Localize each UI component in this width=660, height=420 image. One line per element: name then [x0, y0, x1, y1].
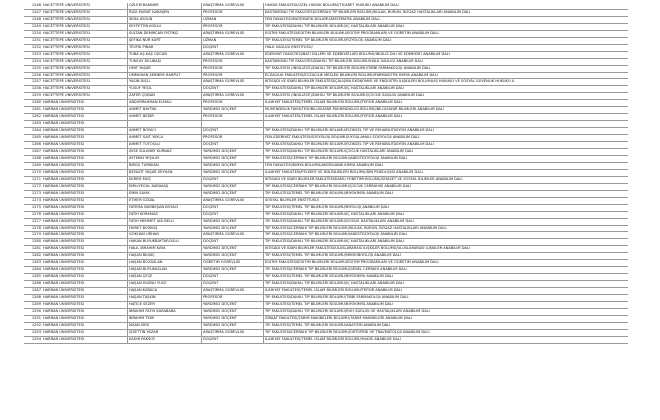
university-cell: HARRAN ÜNİVERSİTESİ — [42, 239, 128, 246]
unit-cell: İLAHİYAT FAKÜLTESİ/TEMEL İSLAM BİLİMLERİ BÖLÜMÜ/TEFSİR ANABİLİM DALI — [264, 100, 629, 107]
university-cell: HACETTEPE ÜNİVERSİTESİ — [42, 37, 128, 44]
unit-cell: FEN FAKÜLTESİ/MATEMATİK BÖLÜMÜ/MATEMATİK ANABİLİM DALI — [264, 16, 629, 23]
unit-cell: İKTİSADİ VE İDARİ BİLİMLER FAKÜLTESİ/KAMU YÖNETİMİ BÖLÜMÜ/SİYASET VE SOSYAL BİLİMLER ANABİLİM DALI — [264, 176, 629, 183]
unit-cell: İLAHİYAT FAKÜLTESİ/TEMEL İSLAM BİLİMLERİ BÖLÜMÜ/HADİS ANABİLİM DALI — [264, 336, 629, 343]
row-number: 1286 — [24, 281, 42, 288]
academic-title-cell: YARDIMCI DOÇENT — [202, 218, 264, 225]
unit-cell: TIP FAKÜLTESİ/TEMEL TIP BİLİMLERİ BÖLÜMÜ/BİYOKİMYA ANABİLİM DALI — [264, 274, 629, 281]
row-number: 1256 — [24, 72, 42, 79]
spreadsheet-sheet — [24, 3, 628, 344]
university-cell: HARRAN ÜNİVERSİTESİ — [42, 225, 128, 232]
unit-cell: İLAHİYAT FAKÜLTESİ/TEMEL İSLAM BİLİMLERİ BÖLÜMÜ/TEFSİR ANABİLİM DALI — [264, 288, 629, 295]
person-name-cell: İZZETTİN YAZAR — [128, 329, 202, 336]
table-row — [24, 329, 628, 336]
row-number: 1274 — [24, 197, 42, 204]
university-cell: HACETTEPE ÜNİVERSİTESİ — [42, 65, 128, 72]
table-row — [24, 142, 628, 149]
person-name-cell: TUNCAY DELİBAŞI — [128, 58, 202, 65]
person-name-cell: KADİR PAKSOY — [128, 336, 202, 343]
table-row — [24, 30, 628, 37]
university-cell: HARRAN ÜNİVERSİTESİ — [42, 218, 128, 225]
person-name-cell: TUBA AŞ KAŞ ÖZCAN — [128, 51, 202, 58]
row-number: 1279 — [24, 232, 42, 239]
unit-cell: KASTAMONU TIP FAKÜLTESİ/DAHİLİ TIP BİLİMLERİ BÖLÜMÜ/HALK SAĞLIĞI ANABİLİM DALI — [264, 58, 629, 65]
row-number: 1281 — [24, 246, 42, 253]
table-row — [24, 239, 628, 246]
unit-cell: HUKUK FAKÜLTESİ/ÖZEL HUKUK BÖLÜMÜ/TİCARET HUKUKU ANABİLİM DALI — [264, 3, 629, 9]
academic-title-cell: ARAŞTIRMA GÖREVLİSİ — [202, 197, 264, 204]
person-name-cell: FİKRET BOZKUŞ — [128, 225, 202, 232]
unit-cell: ZİRAAT FAKÜLTESİ/TARIM MAKİNELERİ BÖLÜMÜ/TARIM MAKİNELERİ ANABİLİM DALI — [264, 315, 629, 322]
university-cell: HACETTEPE ÜNİVERSİTESİ — [42, 9, 128, 16]
unit-cell: TIP FAKÜLTESİ/CERRAHİ TIP BİLİMLERİ BÖLÜMÜ/ÇOCUK CERRAHİSİ ANABİLİM DALI — [264, 183, 629, 190]
row-number: 1269 — [24, 162, 42, 169]
university-cell: HACETTEPE ÜNİVERSİTESİ — [42, 3, 128, 9]
unit-cell: TIP FAKÜLTESİ (İNGİLİZCE)/DAHİLİ TIP BİLİMLERİ BÖLÜMÜ/ÇOCUK SAĞLIĞI ANABİLİM DALI — [264, 93, 629, 100]
table-row — [24, 121, 628, 128]
university-cell: HARRAN ÜNİVERSİTESİ — [42, 100, 128, 107]
row-number: 1261 — [24, 107, 42, 114]
table-row — [24, 288, 628, 295]
academic-title-cell: YARDIMCI DOÇENT — [202, 308, 264, 315]
academic-title-cell: YARDIMCI DOÇENT — [202, 169, 264, 176]
row-number: 1252 — [24, 44, 42, 51]
row-number: 1273 — [24, 190, 42, 197]
row-number: 1284 — [24, 267, 42, 274]
table-row — [24, 93, 628, 100]
university-cell: HACETTEPE ÜNİVERSİTESİ — [42, 51, 128, 58]
university-cell: HARRAN ÜNİVERSİTESİ — [42, 274, 128, 281]
person-name-cell — [128, 121, 202, 128]
person-name-cell: FATİH KORKMAZ — [128, 211, 202, 218]
unit-cell: TIP FAKÜLTESİ/CERRAHİ TIP BİLİMLERİ BÖLÜMÜ/ANESTEZİYOLOJİ ANABİLİM DALI — [264, 232, 629, 239]
unit-cell — [264, 121, 629, 128]
person-name-cell: BİRGÜ TÜRKKAN — [128, 162, 202, 169]
university-cell: HARRAN ÜNİVERSİTESİ — [42, 281, 128, 288]
academic-title-cell: ARAŞTIRMA GÖREVLİSİ — [202, 329, 264, 336]
person-name-cell: İBRAHİM TEKE — [128, 315, 202, 322]
table-body — [24, 3, 628, 343]
row-number: 1263 — [24, 121, 42, 128]
row-number: 1289 — [24, 301, 42, 308]
unit-cell: İLAHİYAT FAKÜLTESİ/FELSEFE VE DİN BİLİMLERİ BÖLÜMÜ/DİN PSİKOLOJİSİ ANABİLİM DALI — [264, 169, 629, 176]
unit-cell: TIP FAKÜLTESİ/DAHİLİ TIP BİLİMLERİ BÖLÜMÜ/GÖĞÜS HASTALIKLARI ANABİLİM DALI — [264, 218, 629, 225]
academic-title-cell: ARAŞTIRMA GÖREVLİSİ — [202, 51, 264, 58]
academic-title-cell: DOÇENT — [202, 128, 264, 135]
person-name-cell: FATEMA NURBEŞAN BOYACI — [128, 204, 202, 211]
table-row — [24, 274, 628, 281]
university-cell: HARRAN ÜNİVERSİTESİ — [42, 162, 128, 169]
person-name-cell: ÖZLEM BAKINER — [128, 3, 202, 9]
person-name-cell: SEDA AYGÜN — [128, 16, 202, 23]
university-cell: HARRAN ÜNİVERSİTESİ — [42, 107, 128, 114]
university-cell: HARRAN ÜNİVERSİTESİ — [42, 169, 128, 176]
row-number: 1287 — [24, 288, 42, 295]
academic-title-cell: ARAŞTIRMA GÖREVLİSİ — [202, 93, 264, 100]
table-row — [24, 23, 628, 30]
row-number: 1291 — [24, 315, 42, 322]
table-row — [24, 37, 628, 44]
unit-cell: İKTİSADİ VE İDARİ BİLİMLER FAKÜLTESİ/ULUSLARARASI İLİŞKİLER BÖLÜMÜ/ULUSLARARASI İLİŞKİLER ANABİLİM DALI — [264, 246, 629, 253]
table-row — [24, 336, 628, 343]
unit-cell: MÜHENDİSLİK FAKÜLTESİ/BİLGİSAYAR MÜHENDİSLİĞİ BÖLÜMÜ/BİLGİSAYAR BİLİMLERİ ANABİLİM DALI — [264, 107, 629, 114]
table-row — [24, 72, 628, 79]
university-cell: HARRAN ÜNİVERSİTESİ — [42, 288, 128, 295]
unit-cell: TIP FAKÜLTESİ/TEMEL TIP BİLİMLERİ BÖLÜMÜ/BİYOKİMYA ANABİLİM DALI — [264, 301, 629, 308]
academic-title-cell: UZMAN — [202, 37, 264, 44]
table-row — [24, 281, 628, 288]
unit-cell: TIP FAKÜLTESİ/DAHİLİ TIP BİLİMLERİ BÖLÜMÜ/FİZİKSEL TIP VE REHABİLİTASYON ANABİLİM DALI — [264, 142, 629, 149]
academic-title-cell: PROFESÖR — [202, 100, 264, 107]
table-row — [24, 65, 628, 72]
row-number: 1267 — [24, 149, 42, 156]
academic-title-cell: PROFESÖR — [202, 65, 264, 72]
table-row — [24, 100, 628, 107]
university-cell: HACETTEPE ÜNİVERSİTESİ — [42, 16, 128, 23]
unit-cell: EĞİTİM FAKÜLTESİ/EĞİTİM BİLİMLERİ BÖLÜMÜ/EĞİTİM PROGRAMLARI VE ÖĞRETİM ANABİLİM DALI — [264, 30, 629, 37]
university-cell: HARRAN ÜNİVERSİTESİ — [42, 183, 128, 190]
university-cell: HARRAN ÜNİVERSİTESİ — [42, 121, 128, 128]
academic-title-cell: ARAŞTIRMA GÖREVLİSİ — [202, 79, 264, 86]
row-number: 1275 — [24, 204, 42, 211]
unit-cell: TIP FAKÜLTESİ (İNGİLİZCE)/DAHİLİ TIP BİLİMLERİ BÖLÜMÜ/TIBBİ FARMAKOLOJİ ANABİLİM DALI — [264, 65, 629, 72]
university-cell: HARRAN ÜNİVERSİTESİ — [42, 204, 128, 211]
person-name-cell: HATİCE SEZER — [128, 301, 202, 308]
university-cell: HACETTEPE ÜNİVERSİTESİ — [42, 86, 128, 93]
academic-title-cell: DOÇENT — [202, 86, 264, 93]
table-row — [24, 16, 628, 23]
row-number: 1266 — [24, 142, 42, 149]
row-number: 1268 — [24, 155, 42, 162]
university-cell: HARRAN ÜNİVERSİTESİ — [42, 308, 128, 315]
academic-title-cell: YARDIMCI DOÇENT — [202, 246, 264, 253]
unit-cell: TIP FAKÜLTESİ/TEMEL TIP BİLİMLERİ BÖLÜMÜ/BİYOLOJİ ANABİLİM DALI — [264, 204, 629, 211]
row-number: 1270 — [24, 169, 42, 176]
academic-title-cell: ARAŞTIRMA GÖREVLİSİ — [202, 232, 264, 239]
academic-title-cell: DOÇENT — [202, 281, 264, 288]
university-cell: HARRAN ÜNİVERSİTESİ — [42, 128, 128, 135]
academic-title-cell: YARDIMCI DOÇENT — [202, 183, 264, 190]
university-cell: HARRAN ÜNİVERSİTESİ — [42, 295, 128, 302]
university-cell: HARRAN ÜNİVERSİTESİ — [42, 329, 128, 336]
person-name-cell: HAŞAN ÇEÇE — [128, 274, 202, 281]
academic-title-cell: DOÇENT — [202, 274, 264, 281]
unit-cell: EDEBİYAT FAKÜLTESİ/BATI DİLLERİ VE EDEBİYATLARI BÖLÜMÜ/İNGİLİZ DİLİ VE EDEBİYATI ANABİLİM DALI — [264, 51, 629, 58]
row-number: 1285 — [24, 274, 42, 281]
university-cell: HARRAN ÜNİVERSİTESİ — [42, 190, 128, 197]
person-name-cell: AHMET TUTOĞLU — [128, 142, 202, 149]
table-row — [24, 107, 628, 114]
academic-title-cell: YARDIMCI DOÇENT — [202, 190, 264, 197]
row-number: 1255 — [24, 65, 42, 72]
table-row — [24, 301, 628, 308]
unit-cell: TIP FAKÜLTESİ/CERRAHİ TIP BİLİMLERİ BÖLÜMÜ/GENEL CERRAHİ ANABİLİM DALI — [264, 267, 629, 274]
person-name-cell: EKREM MUŞ — [128, 176, 202, 183]
row-number: 1262 — [24, 114, 42, 121]
academic-title-cell: PROFESÖR — [202, 135, 264, 142]
person-name-cell: BEYAZIT YAŞAR SEYHAN — [128, 169, 202, 176]
row-number: 1249 — [24, 23, 42, 30]
person-name-cell: EMİN SAVİK — [128, 190, 202, 197]
university-cell: HACETTEPE ÜNİVERSİTESİ — [42, 93, 128, 100]
unit-cell: KASTAMONU TIP FAKÜLTESİ/CERRAHİ TIP BİLİMLERİ BÖLÜMÜ/KULAK, BURUN, BOĞAZ HASTALIKLARI ANABİLİM DALI — [264, 9, 629, 16]
unit-cell: TIP FAKÜLTESİ/DAHİLİ TIP BİLİMLERİ BÖLÜMÜ/İÇ HASTALIKLARI ANABİLİM DALI — [264, 23, 629, 30]
university-cell: HACETTEPE ÜNİVERSİTESİ — [42, 44, 128, 51]
academic-title-cell: YARDIMCI DOÇENT — [202, 149, 264, 156]
unit-cell: ECZACILIK FAKÜLTESİ/ECZACILIK MESLEK BİLİMLERİ BÖLÜMÜ/FARMASÖTİK KİMYA ANABİLİM DALI — [264, 72, 629, 79]
person-name-cell: HAŞAN TAŞKIN — [128, 295, 202, 302]
row-number: 1251 — [24, 37, 42, 44]
unit-cell: TIP FAKÜLTESİ/TEMEL TIP BİLİMLERİ BÖLÜMÜ/ANATOMİ ANABİLİM DALI — [264, 322, 629, 329]
person-name-cell: AHMET SAİT YAYLA — [128, 135, 202, 142]
row-number: 1272 — [24, 183, 42, 190]
person-name-cell: HAŞAN HÜSNÜ YÜCE — [128, 281, 202, 288]
university-cell: HACETTEPE ÜNİVERSİTESİ — [42, 30, 128, 37]
table-row — [24, 267, 628, 274]
university-cell: HARRAN ÜNİVERSİTESİ — [42, 197, 128, 204]
academic-title-cell: YARDIMCI DOÇENT — [202, 155, 264, 162]
university-cell: HARRAN ÜNİVERSİTESİ — [42, 336, 128, 343]
academic-title-cell: YARDIMCI DOÇENT — [202, 322, 264, 329]
row-number: 1259 — [24, 93, 42, 100]
academic-title-cell: PROFESÖR — [202, 58, 264, 65]
row-number: 1257 — [24, 79, 42, 86]
row-number: 1282 — [24, 253, 42, 260]
academic-title-cell: ARAŞTIRMA GÖREVLİSİ — [202, 30, 264, 37]
personnel-table — [24, 3, 628, 344]
row-number: 1248 — [24, 16, 42, 23]
table-row — [24, 225, 628, 232]
university-cell: HARRAN ÜNİVERSİTESİ — [42, 301, 128, 308]
academic-title-cell: PROFESÖR — [202, 295, 264, 302]
table-row — [24, 246, 628, 253]
person-name-cell: ŞEFİKA NUR KURT — [128, 37, 202, 44]
table-row — [24, 197, 628, 204]
unit-cell: İKTİSADİ VE İDARİ BİLİMLER FAKÜLTESİ/ÇALIŞMA EKONOMİSİ VE ENDÜSTRİ İLİŞKİLERİ BÖLÜMÜ/İŞ HUKUKU VE SOSYAL GÜVENLİK HUKUKU A — [264, 79, 629, 86]
person-name-cell: İBRAHİM FATİH KARABABA — [128, 308, 202, 315]
unit-cell: TIP FAKÜLTESİ/DAHİLİ TIP BİLİMLERİ BÖLÜMÜ/TIBBİ FARMAKOLOJİ ANABİLİM DALI — [264, 295, 629, 302]
unit-cell: TIP FAKÜLTESİ/DAHİLİ TIP BİLİMLERİ BÖLÜMÜ/FİZİKSEL TIP VE REHABİLİTASYON ANABİLİM DALI — [264, 128, 629, 135]
person-name-cell: AHMET BOYACI — [128, 128, 202, 135]
academic-title-cell: YARDIMCI DOÇENT — [202, 301, 264, 308]
unit-cell: TIP FAKÜLTESİ/DAHİLİ TIP BİLİMLERİ BÖLÜMÜ/İÇ HASTALIKLARI ANABİLİM DALI — [264, 239, 629, 246]
person-name-cell: İSKAN İSER — [128, 322, 202, 329]
row-number: 1278 — [24, 225, 42, 232]
row-number: 1294 — [24, 336, 42, 343]
academic-title-cell: PROFESÖR — [202, 114, 264, 121]
academic-title-cell: DOÇENT — [202, 211, 264, 218]
person-name-cell: AHMET BEDİR — [128, 114, 202, 121]
academic-title-cell: YARDIMCI DOÇENT — [202, 253, 264, 260]
row-number: 1250 — [24, 30, 42, 37]
table-row — [24, 218, 628, 225]
person-name-cell: ETHEM ÖZDAL — [128, 197, 202, 204]
academic-title-cell: YARDIMCI DOÇENT — [202, 162, 264, 169]
unit-cell: FEN FAKÜLTESİ/KİMYA BÖLÜMÜ/ANORGANİK KİMYA ANABİLİM DALI — [264, 162, 629, 169]
academic-title-cell: PROFESÖR — [202, 9, 264, 16]
unit-cell: TIP FAKÜLTESİ/DAHİLİ TIP BİLİMLERİ BÖLÜMÜ/İÇ HASTALIKLARI ANABİLİM DALI — [264, 86, 629, 93]
person-name-cell: AHMET BAYTAK — [128, 107, 202, 114]
table-row — [24, 260, 628, 267]
academic-title-cell — [202, 121, 264, 128]
person-name-cell: RIZA MURAT KARAŞEN — [128, 9, 202, 16]
academic-title-cell: YARDIMCI DOÇENT — [202, 225, 264, 232]
unit-cell: TIP FAKÜLTESİ/TEMEL TIP BİLİMLERİ BÖLÜMÜ/MİKROBİYOLOJİ ANABİLİM DALI — [264, 253, 629, 260]
university-cell: HACETTEPE ÜNİVERSİTESİ — [42, 58, 128, 65]
table-row — [24, 204, 628, 211]
person-name-cell: TEVFİK PINAR — [128, 44, 202, 51]
unit-cell: EĞİTİM FAKÜLTESİ/EĞİTİM BİLİMLERİ BÖLÜMÜ/EĞİTİM PROGRAMLARI VE ÖĞRETİM ANABİLİM DALI — [264, 260, 629, 267]
university-cell: HACETTEPE ÜNİVERSİTESİ — [42, 23, 128, 30]
table-row — [24, 44, 628, 51]
university-cell: HARRAN ÜNİVERSİTESİ — [42, 211, 128, 218]
table-row — [24, 211, 628, 218]
person-name-cell: HALİL İBRAHİM KAYA — [128, 246, 202, 253]
row-number: 1271 — [24, 176, 42, 183]
academic-title-cell: DOÇENT — [202, 142, 264, 149]
table-row — [24, 308, 628, 315]
row-number: 1276 — [24, 211, 42, 218]
table-row — [24, 169, 628, 176]
person-name-cell: ABDURRAHMAN ELMALI — [128, 100, 202, 107]
unit-cell: İLAHİYAT FAKÜLTESİ/TEMEL İSLAM BİLİMLERİ BÖLÜMÜ/TEFSİR ANABİLİM DALI — [264, 114, 629, 121]
academic-title-cell: YARDIMCI DOÇENT — [202, 267, 264, 274]
row-number: 1253 — [24, 51, 42, 58]
unit-cell: TIP FAKÜLTESİ/CERRAHİ TIP BİLİMLERİ BÖLÜMÜ/KULAK, BURUN, BOĞAZ HASTALIKLARI ANABİLİM DALI — [264, 225, 629, 232]
table-row — [24, 128, 628, 135]
academic-title-cell: DOÇENT — [202, 336, 264, 343]
university-cell: HARRAN ÜNİVERSİTESİ — [42, 246, 128, 253]
unit-cell: TIP FAKÜLTESİ/CERRAHİ TIP BİLİMLERİ BÖLÜMÜ/ANESTEZİYOLOJİ ANABİLİM DALI — [264, 155, 629, 162]
row-number: 1292 — [24, 322, 42, 329]
unit-cell: TIP FAKÜLTESİ/DAHİLİ TIP BİLİMLERİ BÖLÜMÜ/ÇOCUK HASTALIKLARI ANABİLİM DALI — [264, 149, 629, 156]
person-name-cell: HAŞAN BOZASLAN — [128, 260, 202, 267]
unit-cell: SOSYAL BİLİMLER ENSTİTÜSÜ/ — [264, 197, 629, 204]
table-row — [24, 155, 628, 162]
person-name-cell: GÖKHAN URHAN — [128, 232, 202, 239]
academic-title-cell: DOÇENT — [202, 239, 264, 246]
row-number: 1258 — [24, 86, 42, 93]
person-name-cell: HAŞAN KARACA — [128, 288, 202, 295]
row-number: 1246 — [24, 3, 42, 9]
university-cell: HARRAN ÜNİVERSİTESİ — [42, 322, 128, 329]
table-row — [24, 253, 628, 260]
person-name-cell: SULTAN DEMİRCAN FISTIKÇI — [128, 30, 202, 37]
table-row — [24, 322, 628, 329]
unit-cell: TIP FAKÜLTESİ/TEMEL TIP BİLİMLERİ BÖLÜMÜ/BİYOKİMYA ANABİLİM DALI — [264, 190, 629, 197]
person-name-cell: AYTEKİN YEŞİLAY — [128, 155, 202, 162]
academic-title-cell: DOÇENT — [202, 204, 264, 211]
person-name-cell: FATİH MEHMET ADİ BELLİ — [128, 218, 202, 225]
unit-cell: TIP FAKÜLTESİ/DAHİLİ TIP BİLİMLERİ BÖLÜMÜ/RUH SAĞLIĞI VE HASTALIKLARI ANABİLİM DALI — [264, 308, 629, 315]
unit-cell: TIP FAKÜLTESİ/DAHİLİ TIP BİLİMLERİ BÖLÜMÜ/İÇ HASTALIKLARI ANABİLİM DALI — [264, 281, 629, 288]
person-name-cell: AYSE SÜLÜNBY KURNAZ — [128, 149, 202, 156]
unit-cell: HALK SAĞLIĞI ENSTİTÜSÜ/ — [264, 44, 629, 51]
row-number: 1247 — [24, 9, 42, 16]
university-cell: HARRAN ÜNİVERSİTESİ — [42, 142, 128, 149]
table-row — [24, 183, 628, 190]
table-row — [24, 86, 628, 93]
university-cell: HARRAN ÜNİVERSİTESİ — [42, 267, 128, 274]
person-name-cell: HAŞAN BÜYÜKASLAN — [128, 267, 202, 274]
person-name-cell: SEYFETTİN KÖKLÜ — [128, 23, 202, 30]
table-row — [24, 114, 628, 121]
person-name-cell: ZAFER ÇOBAN — [128, 93, 202, 100]
table-row — [24, 58, 628, 65]
person-name-cell: YASİN DİŞLİ — [128, 79, 202, 86]
university-cell: HACETTEPE ÜNİVERSİTESİ — [42, 72, 128, 79]
row-number: 1265 — [24, 135, 42, 142]
row-number: 1290 — [24, 308, 42, 315]
university-cell: HARRAN ÜNİVERSİTESİ — [42, 149, 128, 156]
university-cell: HARRAN ÜNİVERSİTESİ — [42, 135, 128, 142]
person-name-cell: ÜMİT YAŞAR — [128, 65, 202, 72]
university-cell: HARRAN ÜNİVERSİTESİ — [42, 315, 128, 322]
university-cell: HARRAN ÜNİVERSİTESİ — [42, 155, 128, 162]
row-number: 1260 — [24, 100, 42, 107]
academic-title-cell: PROFESÖR — [202, 23, 264, 30]
academic-title-cell: PROFESÖR — [202, 72, 264, 79]
table-row — [24, 190, 628, 197]
university-cell: HARRAN ÜNİVERSİTESİ — [42, 260, 128, 267]
academic-title-cell: YARDIMCI DOÇENT — [202, 315, 264, 322]
academic-title-cell: YARDIMCI DOÇENT — [202, 107, 264, 114]
university-cell: HARRAN ÜNİVERSİTESİ — [42, 253, 128, 260]
academic-title-cell: UZMAN — [202, 16, 264, 23]
academic-title-cell: ARAŞTIRMA GÖREVLİSİ — [202, 3, 264, 9]
table-row — [24, 135, 628, 142]
table-row — [24, 232, 628, 239]
table-row — [24, 79, 628, 86]
person-name-cell: HAŞAN BİLİNÇ — [128, 253, 202, 260]
table-row — [24, 149, 628, 156]
table-row — [24, 315, 628, 322]
unit-cell: TIP FAKÜLTESİ/TEMEL TIP BİLİMLERİ BÖLÜMÜ/FİZYOLOJİ ANABİLİM DALI — [264, 37, 629, 44]
person-name-cell: YUSUF YEŞİL — [128, 86, 202, 93]
person-name-cell: EMİLİYEGÜL KARAKAŞ — [128, 183, 202, 190]
table-row — [24, 176, 628, 183]
table-row — [24, 162, 628, 169]
academic-title-cell: DOÇENT — [202, 176, 264, 183]
row-number: 1283 — [24, 260, 42, 267]
row-number: 1277 — [24, 218, 42, 225]
row-number: 1280 — [24, 239, 42, 246]
person-name-cell: ÜMMÜHAN ŞEBNEM HARPUT — [128, 72, 202, 79]
unit-cell: TIP FAKÜLTESİ/CERRAHİ TIP BİLİMLERİ BÖLÜMÜ/ORTOPEDİ VE TRAVMATOLOJİ ANABİLİM DALI — [264, 329, 629, 336]
university-cell: HARRAN ÜNİVERSİTESİ — [42, 114, 128, 121]
row-number: 1264 — [24, 128, 42, 135]
unit-cell: TIP FAKÜLTESİ/DAHİLİ TIP BİLİMLERİ BÖLÜMÜ/İÇ HASTALIKLARI ANABİLİM DALI — [264, 211, 629, 218]
university-cell: HARRAN ÜNİVERSİTESİ — [42, 176, 128, 183]
academic-title-cell: ARAŞTIRMA GÖREVLİSİ — [202, 288, 264, 295]
academic-title-cell: ÖĞRETİM GÖREVLİSİ — [202, 260, 264, 267]
row-number: 1288 — [24, 295, 42, 302]
row-number: 1293 — [24, 329, 42, 336]
unit-cell: FEN-EDEBİYAT FAKÜLTESİ/SOSYOLOJİ BÖLÜMÜ/UYGULAMALI SOSYOLOJİ ANABİLİM DALI — [264, 135, 629, 142]
table-row — [24, 295, 628, 302]
academic-title-cell: DOÇENT — [202, 44, 264, 51]
table-row — [24, 9, 628, 16]
table-row — [24, 51, 628, 58]
university-cell: HARRAN ÜNİVERSİTESİ — [42, 232, 128, 239]
row-number: 1254 — [24, 58, 42, 65]
university-cell: HACETTEPE ÜNİVERSİTESİ — [42, 79, 128, 86]
person-name-cell: HAKAN BÜYÜKBAYTAROĞLU — [128, 239, 202, 246]
